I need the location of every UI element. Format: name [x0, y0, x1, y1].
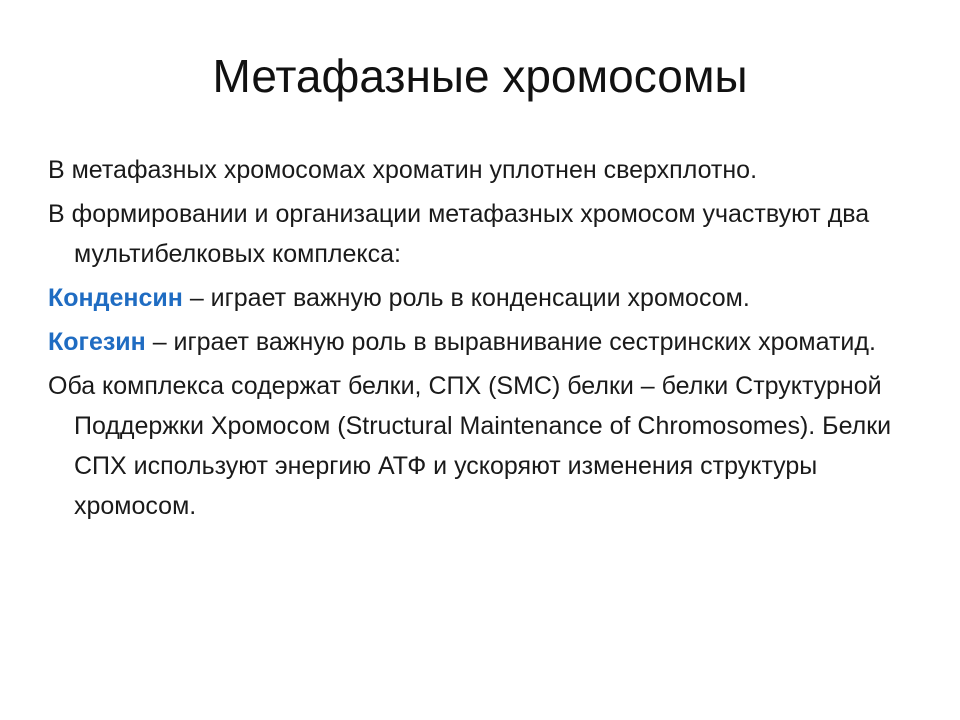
paragraph-complexes-intro — [48, 194, 908, 274]
slide-title: Метафазные хромосомы — [212, 50, 748, 102]
paragraph-condensin — [48, 278, 908, 318]
paragraph-text: – играет важную роль в конденсации хромосом. — [182, 284, 750, 312]
paragraph-text: – играет важную роль в выравнивание сестринских хроматид. — [145, 328, 876, 356]
paragraph-chromatin-density — [48, 150, 908, 190]
paragraph-text: Оба комплекса содержат белки, СПХ (SMC) белки – белки Структурной Поддержки Хромосом (Structural Maintenance of Chromosomes). Белки СПХ используют энергию АТФ и ускоряют изменения структуры хромосом. — [48, 372, 892, 520]
term-cohesin: Когезин — [48, 328, 146, 356]
paragraph-smc-proteins — [48, 366, 908, 526]
term-condensin: Конденсин — [48, 284, 183, 312]
paragraph-text: В формировании и организации метафазных хромосом участвуют два мультибелковых комплекса: — [48, 200, 870, 268]
slide-body — [48, 150, 908, 530]
paragraph-cohesin — [48, 322, 908, 362]
paragraph-text: В метафазных хромосомах хроматин уплотнен сверхплотно. — [48, 156, 758, 184]
